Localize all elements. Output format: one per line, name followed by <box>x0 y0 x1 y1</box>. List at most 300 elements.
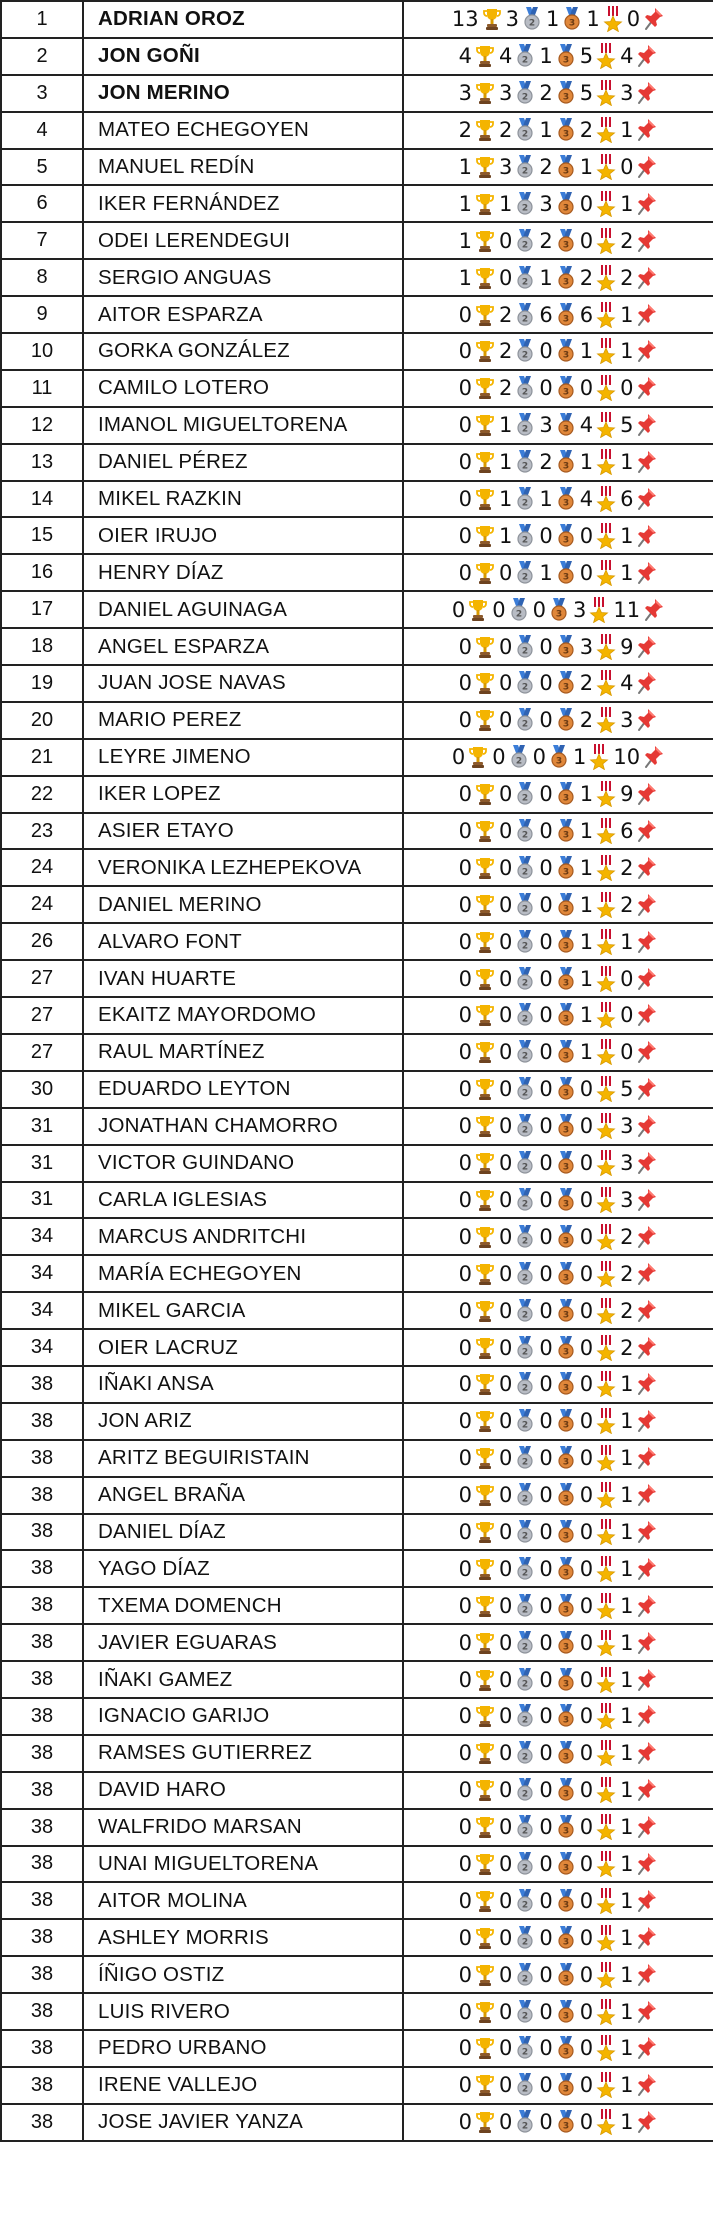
silver-medal-icon <box>513 1667 537 1693</box>
trophy-count <box>459 1888 497 1914</box>
pushpin-icon <box>634 1999 658 2025</box>
stats-cell <box>403 1956 713 1993</box>
rank-cell: 12 <box>1 407 83 444</box>
count-value: 0 <box>498 1040 513 1065</box>
count-value: 4 <box>620 671 634 696</box>
rank-cell: 27 <box>1 997 83 1034</box>
military-medal-count <box>580 1261 618 1287</box>
rank-cell: 4 <box>1 112 83 149</box>
count-value: 0 <box>539 1593 553 1618</box>
svg-text:3: 3 <box>562 129 569 140</box>
svg-text:3: 3 <box>562 1273 569 1284</box>
bronze-medal-icon <box>554 1408 578 1434</box>
count-value: 0 <box>539 339 553 364</box>
trophy-count <box>459 154 497 180</box>
military-medal-icon <box>594 1298 618 1324</box>
bronze-medal-icon <box>554 338 578 364</box>
pushpin-count <box>620 1888 658 1914</box>
table-row <box>1 1587 713 1624</box>
count-value: 1 <box>579 782 594 807</box>
bronze-medal-count <box>539 929 577 955</box>
svg-text:2: 2 <box>522 904 529 915</box>
stats-cell <box>403 185 713 222</box>
trophy-icon <box>473 1298 497 1324</box>
count-value: 0 <box>579 1704 594 1729</box>
pushpin-icon <box>634 523 658 549</box>
pushpin-icon <box>634 1925 658 1951</box>
stats-cell <box>403 1218 713 1255</box>
military-medal-count <box>580 1630 618 1656</box>
pushpin-icon <box>634 781 658 807</box>
count-value: 1 <box>498 523 513 548</box>
count-value: 9 <box>620 634 634 659</box>
military-medal-icon <box>594 412 618 438</box>
count-value: 1 <box>579 450 594 475</box>
trophy-icon <box>473 191 497 217</box>
pushpin-count <box>620 523 658 549</box>
military-medal-icon <box>594 154 618 180</box>
bronze-medal-icon <box>554 375 578 401</box>
rank-cell: 20 <box>1 702 83 739</box>
table-row <box>1 1809 713 1846</box>
table-row <box>1 222 713 259</box>
pushpin-icon <box>634 1039 658 1065</box>
trophy-icon <box>473 1002 497 1028</box>
svg-text:3: 3 <box>562 572 569 583</box>
pushpin-count <box>620 1371 658 1397</box>
count-value: 0 <box>498 265 513 290</box>
trophy-count <box>459 1408 497 1434</box>
count-value: 1 <box>620 1815 634 1840</box>
military-medal-icon <box>594 1039 618 1065</box>
trophy-count <box>459 1445 497 1471</box>
rank-cell: 24 <box>1 849 83 886</box>
count-value: 5 <box>579 44 594 69</box>
count-value: 0 <box>539 1003 553 1028</box>
bronze-medal-count <box>539 1335 577 1361</box>
trophy-count <box>459 1482 497 1508</box>
count-value: 6 <box>539 302 553 327</box>
bronze-medal-icon <box>554 2072 578 2098</box>
bronze-medal-count <box>539 302 577 328</box>
bronze-medal-count <box>539 1519 577 1545</box>
count-value: 3 <box>498 155 513 179</box>
count-value: 1 <box>579 892 594 917</box>
bronze-medal-count <box>539 1703 577 1729</box>
count-value: 4 <box>579 413 594 438</box>
trophy-icon <box>466 597 490 623</box>
military-medal-icon <box>594 1888 618 1914</box>
pushpin-count <box>620 449 658 475</box>
trophy-icon <box>473 265 497 291</box>
stats-cell <box>403 296 713 333</box>
count-value: 0 <box>458 782 472 807</box>
count-value: 0 <box>498 2110 513 2135</box>
silver-medal-icon <box>513 818 537 844</box>
silver-medal-count <box>499 1777 537 1803</box>
pushpin-icon <box>634 1593 658 1619</box>
stats-cell <box>403 1403 713 1440</box>
svg-text:3: 3 <box>569 18 576 29</box>
silver-medal-count <box>499 1039 537 1065</box>
count-value: 2 <box>498 376 513 401</box>
count-value: 2 <box>579 708 594 733</box>
military-medal-icon <box>594 818 618 844</box>
silver-medal-count <box>499 818 537 844</box>
trophy-count <box>459 338 497 364</box>
stats-cell <box>403 1735 713 1772</box>
count-value: 1 <box>620 339 634 364</box>
table-row <box>1 739 713 776</box>
silver-medal-count <box>499 634 537 660</box>
count-value: 2 <box>458 118 472 143</box>
svg-text:3: 3 <box>562 461 569 472</box>
count-value: 0 <box>539 1999 553 2024</box>
military-medal-count <box>580 929 618 955</box>
trophy-count <box>459 117 497 143</box>
count-value: 2 <box>539 228 553 253</box>
military-medal-count <box>580 1925 618 1951</box>
count-value: 0 <box>579 1409 594 1434</box>
rank-cell: 38 <box>1 1735 83 1772</box>
silver-medal-count <box>499 1261 537 1287</box>
military-medal-count <box>580 966 618 992</box>
bronze-medal-icon <box>554 1039 578 1065</box>
stats-cell <box>403 112 713 149</box>
player-name-cell: JONATHAN CHAMORRO <box>83 1108 403 1145</box>
count-value: 0 <box>458 1815 472 1840</box>
count-value: 2 <box>539 81 553 106</box>
rank-cell: 18 <box>1 628 83 665</box>
pushpin-icon <box>634 1113 658 1139</box>
pushpin-count <box>620 966 658 992</box>
count-value: 0 <box>539 1151 553 1176</box>
military-medal-icon <box>594 449 618 475</box>
bronze-medal-icon <box>554 1593 578 1619</box>
count-value: 0 <box>626 7 641 32</box>
stats-cell <box>403 370 713 407</box>
count-value: 6 <box>620 819 634 844</box>
silver-medal-count <box>499 43 537 69</box>
bronze-medal-count <box>539 1740 577 1766</box>
count-value: 0 <box>458 1483 472 1508</box>
silver-medal-icon <box>513 302 537 328</box>
trophy-icon <box>473 1703 497 1729</box>
count-value: 1 <box>579 155 594 179</box>
count-value: 2 <box>620 265 634 290</box>
military-medal-count <box>580 412 618 438</box>
pushpin-count <box>620 781 658 807</box>
stats-cell <box>403 628 713 665</box>
rank-cell: 38 <box>1 1882 83 1919</box>
rank-cell: 19 <box>1 665 83 702</box>
player-name-cell: IÑAKI ANSA <box>83 1366 403 1403</box>
count-value: 6 <box>579 302 594 327</box>
rank-cell: 38 <box>1 1698 83 1735</box>
stats-cell <box>403 1772 713 1809</box>
military-medal-count <box>580 2072 618 2098</box>
silver-medal-icon <box>513 1703 537 1729</box>
count-value: 1 <box>620 1667 634 1692</box>
svg-text:2: 2 <box>522 1236 529 1247</box>
player-name-cell: IRENE VALLEJO <box>83 2067 403 2104</box>
trophy-icon <box>473 154 497 180</box>
bronze-medal-icon <box>547 597 571 623</box>
table-row <box>1 702 713 739</box>
pushpin-count <box>620 80 658 106</box>
bronze-medal-icon <box>554 929 578 955</box>
trophy-count <box>459 1002 497 1028</box>
trophy-count <box>459 1630 497 1656</box>
count-value: 0 <box>458 1409 472 1434</box>
player-name-cell: ODEI LERENDEGUI <box>83 222 403 259</box>
pushpin-icon <box>634 855 658 881</box>
silver-medal-count <box>499 2035 537 2061</box>
svg-text:2: 2 <box>522 2011 529 2022</box>
military-medal-icon <box>594 1187 618 1213</box>
silver-medal-icon <box>513 1482 537 1508</box>
count-value: 0 <box>579 1483 594 1508</box>
count-value: 0 <box>579 1151 594 1176</box>
count-value: 0 <box>539 376 553 401</box>
count-value: 0 <box>458 2073 472 2098</box>
trophy-count <box>459 1224 497 1250</box>
bronze-medal-icon <box>554 302 578 328</box>
bronze-medal-icon <box>554 1556 578 1582</box>
military-medal-count <box>573 597 611 623</box>
svg-text:3: 3 <box>562 1051 569 1062</box>
silver-medal-icon <box>513 1039 537 1065</box>
count-value: 0 <box>532 745 546 770</box>
silver-medal-icon <box>513 1445 537 1471</box>
svg-text:3: 3 <box>562 1863 569 1874</box>
military-medal-count <box>580 191 618 217</box>
table-row <box>1 2030 713 2067</box>
count-value: 1 <box>620 1372 634 1397</box>
table-row <box>1 444 713 481</box>
pushpin-icon <box>634 2072 658 2098</box>
bronze-medal-icon <box>554 1888 578 1914</box>
table-row <box>1 591 713 628</box>
svg-text:3: 3 <box>562 240 569 251</box>
military-medal-icon <box>594 191 618 217</box>
count-value: 0 <box>498 1519 513 1544</box>
pushpin-count <box>620 1039 658 1065</box>
military-medal-icon <box>594 670 618 696</box>
count-value: 0 <box>579 1261 594 1286</box>
svg-text:2: 2 <box>522 350 529 361</box>
bronze-medal-icon <box>554 1002 578 1028</box>
table-row <box>1 1993 713 2030</box>
trophy-icon <box>473 43 497 69</box>
military-medal-icon <box>594 1150 618 1176</box>
table-row <box>1 849 713 886</box>
svg-text:3: 3 <box>562 646 569 657</box>
svg-text:3: 3 <box>562 1642 569 1653</box>
ranking-rows <box>1 1 713 2141</box>
count-value: 0 <box>579 1888 594 1913</box>
count-value: 0 <box>451 597 466 622</box>
bronze-medal-count <box>539 1999 577 2025</box>
silver-medal-icon <box>513 1851 537 1877</box>
bronze-medal-count <box>539 707 577 733</box>
bronze-medal-count <box>539 1851 577 1877</box>
trophy-icon <box>473 1740 497 1766</box>
player-name-cell: ARITZ BEGUIRISTAIN <box>83 1440 403 1477</box>
military-medal-count <box>580 302 618 328</box>
bronze-medal-icon <box>560 6 584 32</box>
count-value: 0 <box>579 1298 594 1323</box>
count-value: 1 <box>620 1778 634 1803</box>
count-value: 0 <box>579 1593 594 1618</box>
military-medal-count <box>580 1999 618 2025</box>
pushpin-icon <box>634 228 658 254</box>
count-value: 5 <box>620 1077 634 1102</box>
count-value: 0 <box>498 1409 513 1434</box>
military-medal-count <box>580 1445 618 1471</box>
svg-text:2: 2 <box>522 1642 529 1653</box>
count-value: 1 <box>620 1519 634 1544</box>
military-medal-icon <box>594 2035 618 2061</box>
pushpin-count <box>620 634 658 660</box>
table-row <box>1 886 713 923</box>
stats-cell <box>403 2104 713 2141</box>
count-value: 0 <box>579 1077 594 1102</box>
trophy-count <box>459 1777 497 1803</box>
table-row <box>1 75 713 112</box>
trophy-icon <box>480 6 504 32</box>
rank-cell: 6 <box>1 185 83 222</box>
count-value: 0 <box>539 634 553 659</box>
count-value: 0 <box>539 1741 553 1766</box>
player-name-cell: ANGEL ESPARZA <box>83 628 403 665</box>
rank-cell: 38 <box>1 1440 83 1477</box>
count-value: 0 <box>539 1704 553 1729</box>
military-medal-count <box>580 1371 618 1397</box>
stats-cell <box>403 739 713 776</box>
bronze-medal-icon <box>554 80 578 106</box>
bronze-medal-count <box>539 1224 577 1250</box>
stats-cell <box>403 1477 713 1514</box>
count-value: 1 <box>620 1888 634 1913</box>
military-medal-icon <box>594 634 618 660</box>
count-value: 0 <box>458 1704 472 1729</box>
pushpin-count <box>613 597 665 623</box>
count-value: 0 <box>539 523 553 548</box>
bronze-medal-icon <box>554 1630 578 1656</box>
stats-cell <box>403 1587 713 1624</box>
table-row <box>1 1919 713 1956</box>
count-value: 0 <box>539 1372 553 1397</box>
pushpin-icon <box>634 1630 658 1656</box>
count-value: 0 <box>498 2036 513 2061</box>
player-name-cell: DANIEL MERINO <box>83 886 403 923</box>
count-value: 3 <box>579 634 594 659</box>
silver-medal-count <box>499 1703 537 1729</box>
count-value: 0 <box>539 1446 553 1471</box>
rank-cell: 3 <box>1 75 83 112</box>
count-value: 5 <box>579 81 594 106</box>
pushpin-icon <box>634 486 658 512</box>
trophy-count <box>459 1076 497 1102</box>
military-medal-icon <box>594 1630 618 1656</box>
count-value: 0 <box>539 892 553 917</box>
svg-text:2: 2 <box>522 1162 529 1173</box>
pushpin-count <box>620 228 658 254</box>
trophy-count <box>452 597 490 623</box>
player-name-cell: RAUL MARTÍNEZ <box>83 1034 403 1071</box>
silver-medal-count <box>499 1298 537 1324</box>
count-value: 2 <box>620 1261 634 1286</box>
count-value: 0 <box>498 671 513 696</box>
pushpin-count <box>620 154 658 180</box>
silver-medal-icon <box>513 1224 537 1250</box>
military-medal-icon <box>594 929 618 955</box>
svg-text:2: 2 <box>522 572 529 583</box>
player-name-cell: MARCUS ANDRITCHI <box>83 1218 403 1255</box>
military-medal-count <box>580 1113 618 1139</box>
count-value: 3 <box>620 1114 634 1139</box>
count-value: 0 <box>539 1187 553 1212</box>
silver-medal-count <box>499 1925 537 1951</box>
military-medal-icon <box>594 1408 618 1434</box>
pushpin-icon <box>634 929 658 955</box>
count-value: 0 <box>458 302 472 327</box>
bronze-medal-icon <box>554 560 578 586</box>
stats-cell <box>403 1993 713 2030</box>
silver-medal-count <box>499 1150 537 1176</box>
player-name-cell: EDUARDO LEYTON <box>83 1071 403 1108</box>
rank-cell: 38 <box>1 1624 83 1661</box>
stats-cell <box>403 665 713 702</box>
count-value: 0 <box>539 929 553 954</box>
trophy-icon <box>473 1667 497 1693</box>
trophy-count <box>459 486 497 512</box>
count-value: 0 <box>458 376 472 401</box>
count-value: 0 <box>458 1446 472 1471</box>
silver-medal-icon <box>513 892 537 918</box>
count-value: 2 <box>498 118 513 143</box>
count-value: 0 <box>579 1778 594 1803</box>
stats-cell <box>403 1550 713 1587</box>
count-value: 0 <box>579 2110 594 2135</box>
bronze-medal-count <box>539 781 577 807</box>
silver-medal-icon <box>513 1888 537 1914</box>
player-name-cell: RAMSES GUTIERREZ <box>83 1735 403 1772</box>
count-value: 0 <box>498 1335 513 1360</box>
svg-text:2: 2 <box>522 203 529 214</box>
stats-cell <box>403 1 713 38</box>
rank-cell: 27 <box>1 1034 83 1071</box>
svg-text:3: 3 <box>562 1531 569 1542</box>
svg-text:2: 2 <box>522 424 529 435</box>
svg-text:2: 2 <box>522 1125 529 1136</box>
count-value: 0 <box>458 1224 472 1249</box>
silver-medal-count <box>499 1445 537 1471</box>
count-value: 0 <box>458 1114 472 1139</box>
bronze-medal-icon <box>554 1298 578 1324</box>
trophy-count <box>459 1187 497 1213</box>
player-name-cell: JON MERINO <box>83 75 403 112</box>
pushpin-icon <box>634 560 658 586</box>
bronze-medal-icon <box>554 1703 578 1729</box>
pushpin-count <box>620 2072 658 2098</box>
svg-text:2: 2 <box>522 1568 529 1579</box>
stats-cell <box>403 1182 713 1219</box>
rank-cell: 38 <box>1 1587 83 1624</box>
trophy-icon <box>473 1925 497 1951</box>
military-medal-icon <box>594 1335 618 1361</box>
